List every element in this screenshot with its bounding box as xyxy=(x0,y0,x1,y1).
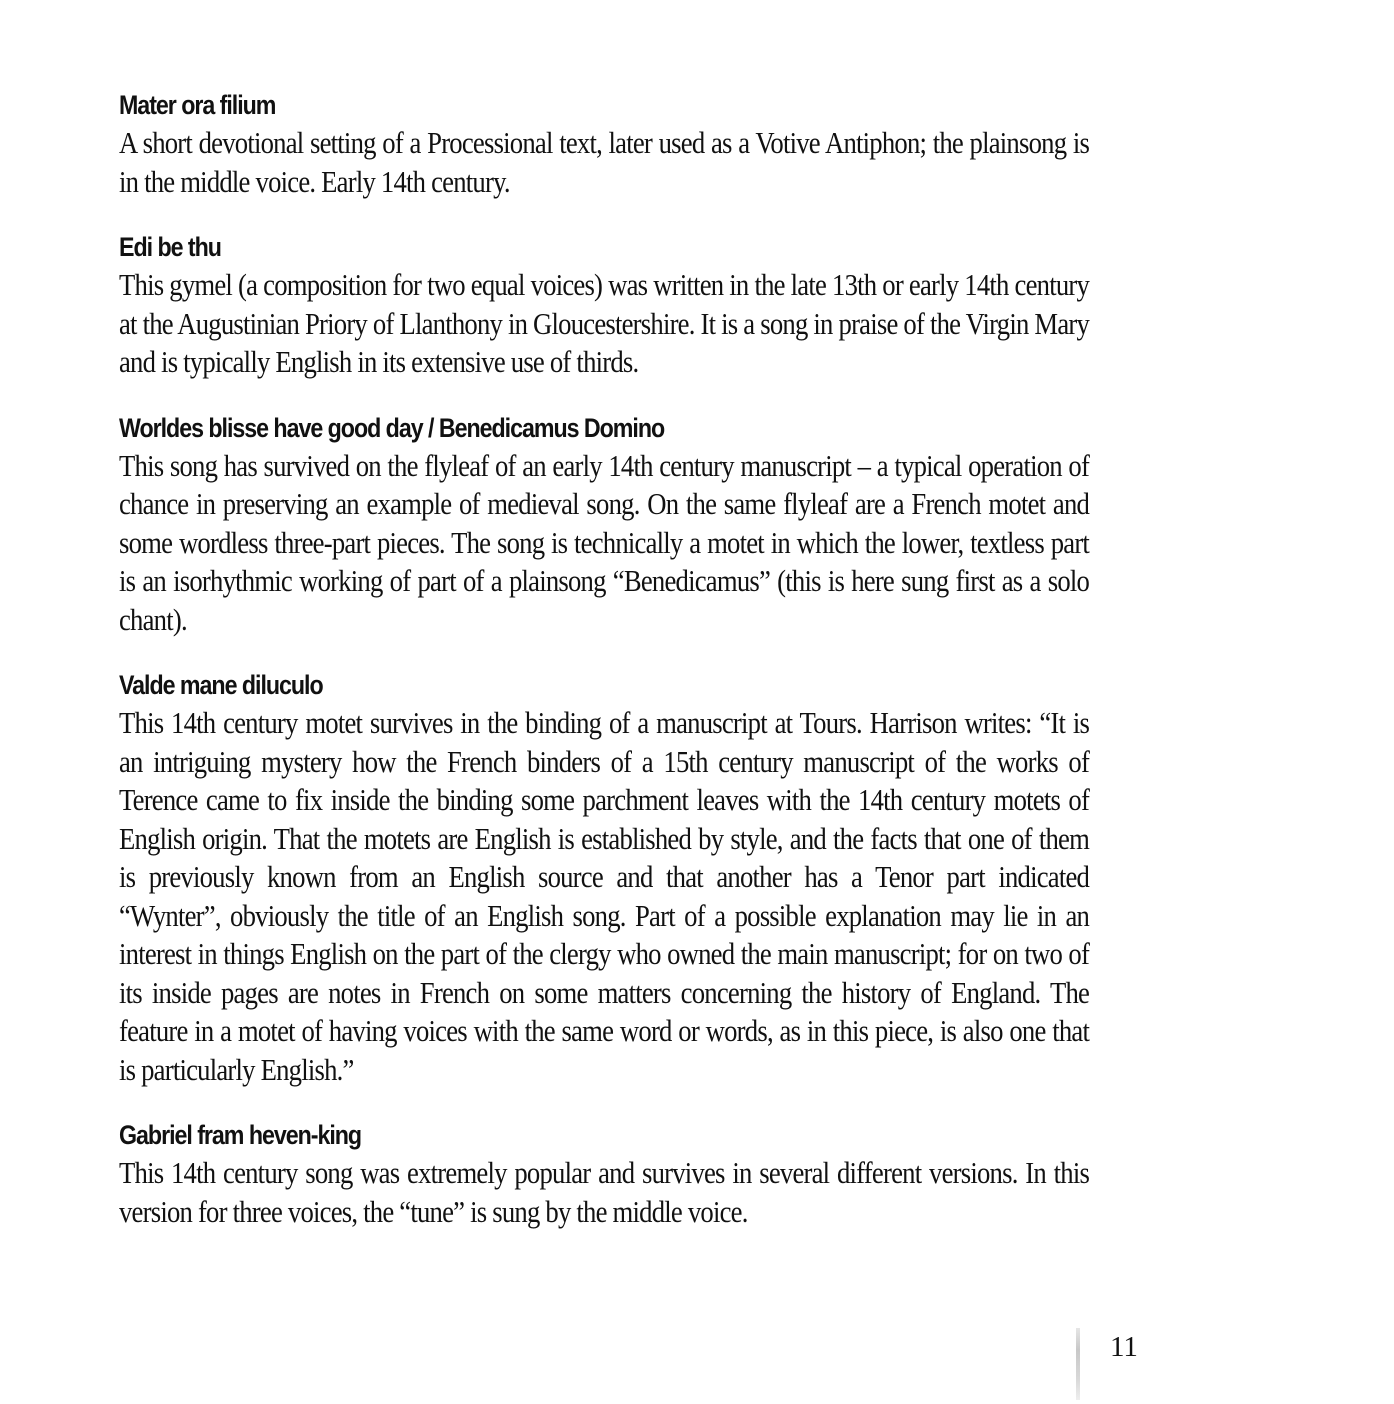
section-text: This 14th century song was extremely popular and survives in several different versions. In this version for three voices, the “tune” is sung by the middle voice. xyxy=(119,1155,1090,1229)
section-title: Gabriel fram heven-king xyxy=(119,1120,362,1150)
margin-rule xyxy=(1076,1328,1080,1400)
section-gabriel-fram-heven-king xyxy=(119,1116,1089,1231)
section-text: This gymel (a composition for two equal voices) was written in the late 13th or early 14th century at the Augustinian Priory of Llanthony in Gloucestershire. It is a song in praise of the Virgin Mary and is typically English in its extensive use of thirds. xyxy=(119,267,1090,379)
section-worldes-blisse xyxy=(119,409,1089,640)
section-valde-mane-diluculo xyxy=(119,666,1089,1089)
section-edi-be-thu xyxy=(119,228,1089,382)
section-title: Mater ora filium xyxy=(119,90,276,120)
section-title: Valde mane diluculo xyxy=(119,670,323,700)
section-text: This song has survived on the flyleaf of an early 14th century manuscript – a typical operation of chance in preserving an example of medieval song. On the same flyleaf are a French motet and some wordless three-part pieces. The song is technically a motet in which the lower, textless part is an isorhythmic working of part of a plainsong “Benedicamus” (this is here sung first as a solo chant). xyxy=(119,447,1090,637)
section-mater-ora-filium xyxy=(119,86,1089,201)
section-text: This 14th century motet survives in the binding of a manuscript at Tours. Harrison writes: “It is an intriguing mystery how the French binders of a 15th century manuscript of the works of Terence came to fix inside the binding some parchment leaves with the 14th century motets of English origin. That the motets are English is established by style, and the facts that one of them is previously known from an English source and that another has a Tenor part indicated “Wynter”, obviously the title of an English song. Part of a possible explanation may lie in an interest in things English on the part of the clergy who owned the main manuscript; for on two of its inside pages are notes in French on some matters concerning the history of England. The feature in a motet of having voices with the same word or words, as in this piece, is also one that is particularly English.” xyxy=(119,705,1090,1087)
booklet-page xyxy=(119,86,1089,1258)
section-text: A short devotional setting of a Processional text, later used as a Votive Antiphon; the plainsong is in the middle voice. Early 14th century. xyxy=(119,125,1090,199)
section-title: Worldes blisse have good day / Benedicamus Domino xyxy=(119,412,665,443)
page-number: 11 xyxy=(1110,1331,1138,1363)
section-title: Edi be thu xyxy=(119,232,221,262)
